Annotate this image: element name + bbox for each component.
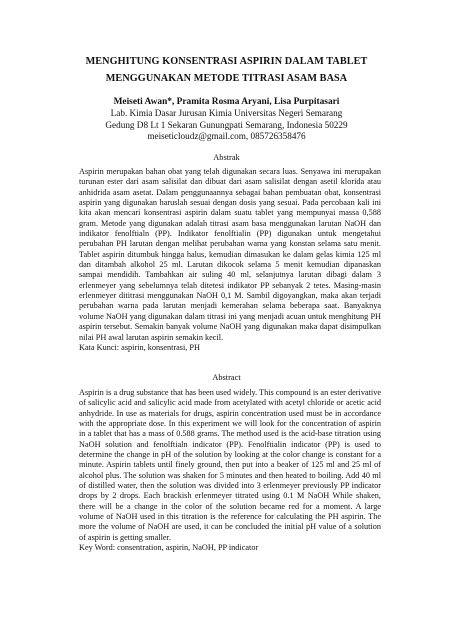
contact: meiseticloudz@gmail.com, 085726358476	[147, 131, 306, 142]
abstract-keywords: Key Word: consentration, aspirin, NaOH, PP indicator	[79, 543, 259, 553]
address: Gedung D8 Lt 1 Sekaran Gunungpati Semarang, Indonesia 50229	[105, 119, 348, 130]
author-list: Meiseti Awan*, Pramita Rosma Aryani, Lisa Purpitasari	[113, 97, 340, 107]
abstrak-body: Aspirin merupakan bahan obat yang telah digunakan secara luas. Senyawa ini merupakan turunan ester dari asam salisilat dan dibuat dari asam salisilat dengan asetil klorida atau anhidrida asam asetat. Dalam penggunaannya sebagai bahan pembuatan obat, konsentrasi aspirin yang digunakan haruslah sesuai dengan dosis yang sesuai. Pada percobaan kali ini kita akan mencari konsentrasi aspirin dalam suatu tablet yang mempunyai massa 0,588 gram. Metode yang digunakan adalah titrasi asam basa menggunakan larutan NaOH dan indikator fenolftialn (PP). Indikator fenolftialin (PP) digunakan untuk mengetahui perubahan PH larutan dengan melihat perubahan warna yang konstan selama satu menit. Tablet aspirin ditumbuk hingga halus, kemudian dimasukan ke dalam gelas kimia 125 ml dan ditambah alkohol 25 ml. Larutan dikocok selama 5 menit kemudian dipanaskan sampai mendidih. Tambahkan air suling 40 ml, selanjutnya larutan dibagi dalam 3 erlenmeyer yang sebelumnya telah ditetesi indikator PP sebanyak 2 tetes. Masing-masin erlenmeyer dititrasi menggunakan NaOH 0,1 M. Sambil digoyangkan, maka akan terjadi perubahan warna pada larutan menjadi kemerahan selama beberapa saat. Banyaknya volume NaOH yang digunakan dalam titrasi ini yang menjadi acuan untuk menghitung PH aspirin tersebut. Semakin banyak volume NaOH yang digunakan maka dapat disimpulkan nilai PH awal larutan aspirin semakin kecil.	[79, 167, 381, 342]
abstract-body: Aspirin is a drug substance that has been used widely. This compound is an ester derivative of salicylic acid and salicylic acid made from acetylated with acetyl chloride or acetic acid anhydride. In use as materials for drugs, aspirin concentration used must be in accordance with the appropriate dose. In this experiment we will look for the concentration of aspirin in a tablet that has a mass of 0.588 grams. The method used is the acid-base titration using NaOH solution and fenolftialn indicator (PP). Fenolftialin indicator (PP) is used to determine the change in pH of the solution by looking at the color change is constant for a minute. Aspirin tablets until finely ground, then put into a beaker of 125 ml and 25 ml of alcohol plus. The solution was shaken for 5 minutes and then heated to boiling. Add 40 ml of distilled water, then the solution was divided into 3 erlenmeyer previously PP indicator drops by 2 drops. Each brackish erlenmeyer titrated using 0.1 M NaOH While shaken, there will be a change in the color of the solution became red for a moment. A large volume of NaOH used in this titration is the reference for calculating the PH aspirin. The more the volume of NaOH are used, it can be concluded the initial pH value of a solution of aspirin is getting smaller.	[79, 388, 381, 542]
abstrak-keywords: Kata Kunci: aspirin, konsentrasi, PH	[79, 342, 200, 352]
abstrak-heading: Abstrak	[213, 153, 240, 162]
paper-title-line1: MENGHITUNG KONSENTRASI ASPIRIN DALAM TABLET	[85, 56, 368, 67]
abstrak-section	[79, 167, 381, 353]
author-block	[40, 97, 413, 143]
paper-title-line2: MENGGUNAKAN METODE TITRASI ASAM BASA	[105, 73, 348, 84]
abstract-section	[79, 388, 381, 554]
abstract-heading: Abstract	[212, 373, 241, 382]
affiliation: Lab. Kimia Dasar Jurusan Kimia Universitas Negeri Semarang	[110, 108, 343, 119]
